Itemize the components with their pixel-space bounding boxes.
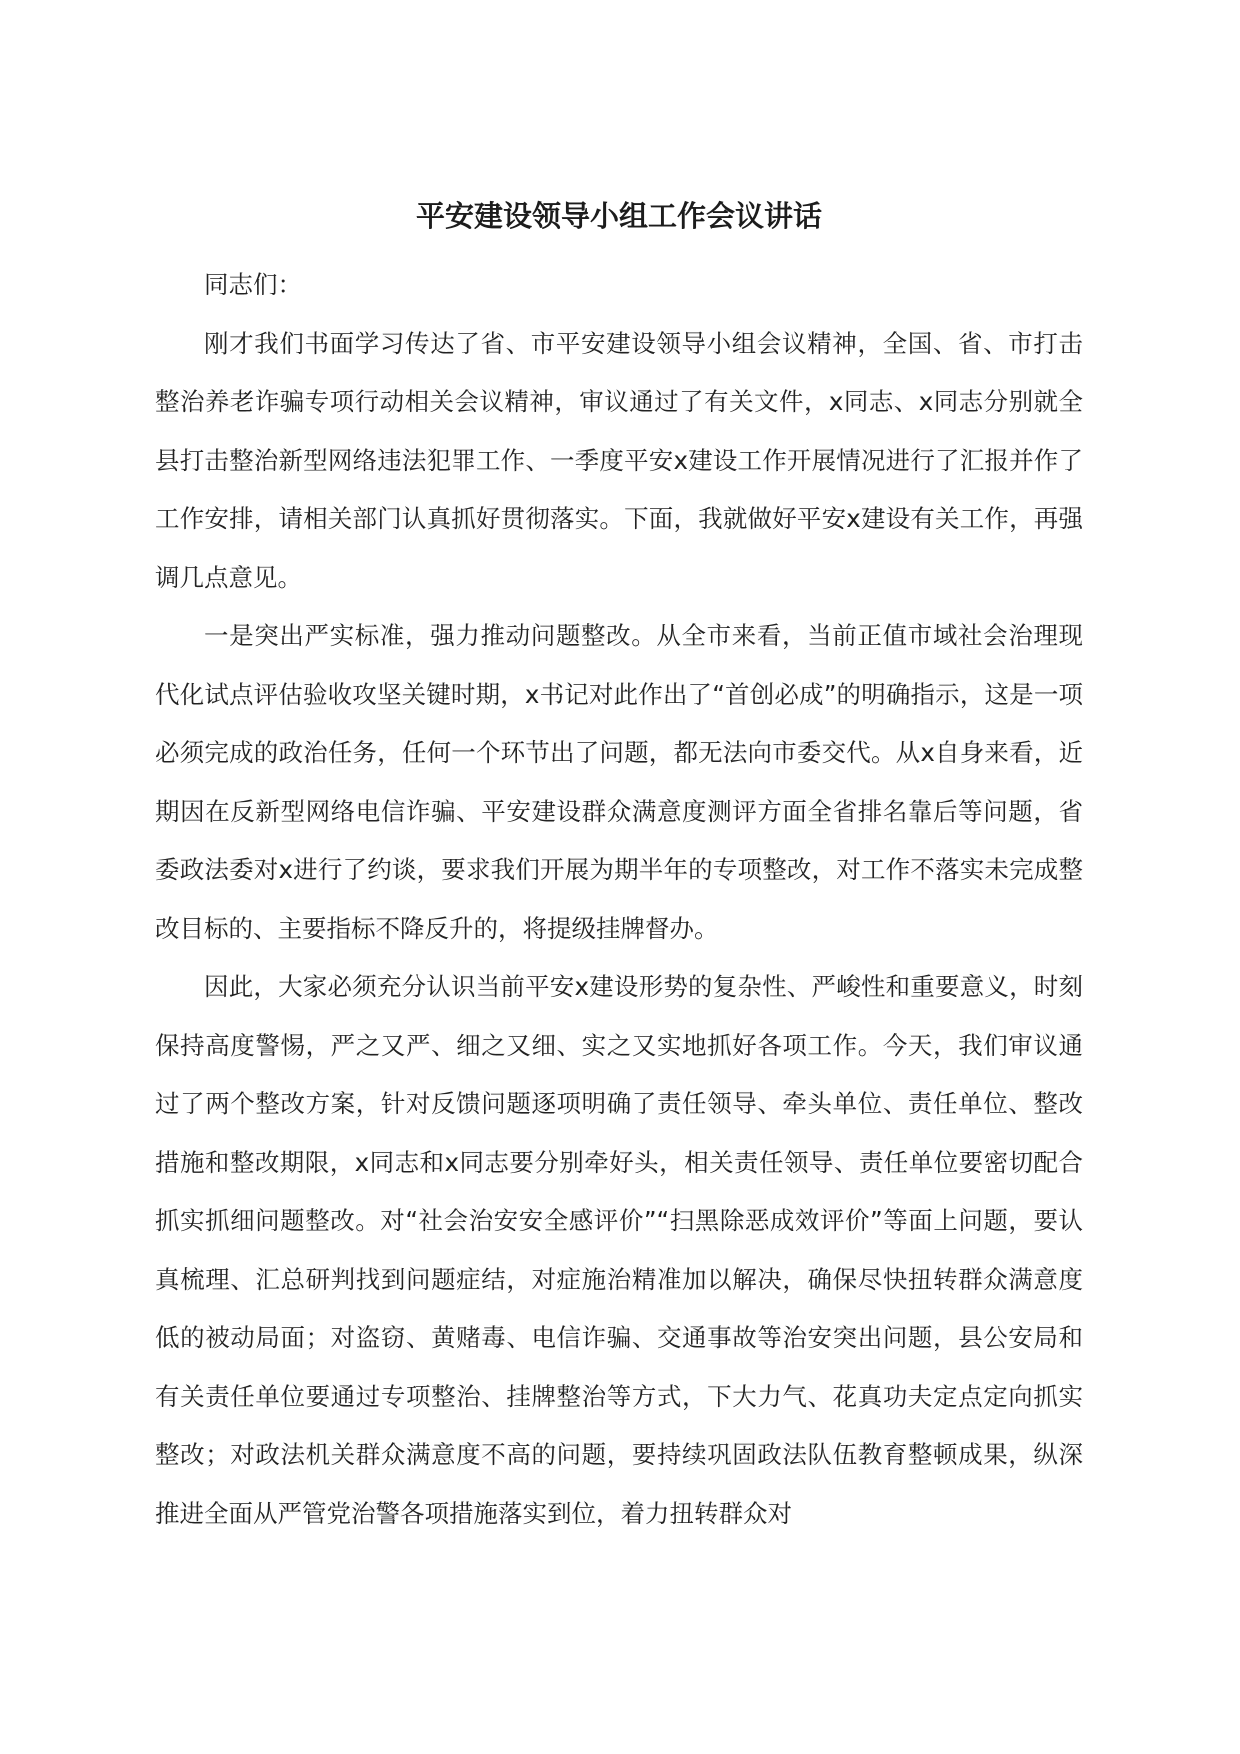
paragraph-opening: 刚才我们书面学习传达了省、市平安建设领导小组会议精神，全国、省、市打击整治养老诈骗专项行动相关会议精神，审议通过了有关文件，x同志、x同志分别就全县打击整治新型网络违法犯罪工作、一季度平安x建设工作开展情况进行了汇报并作了工作安排，请相关部门认真抓好贯彻落实。下面，我就做好平安x建设有关工作，再强调几点意见。 [155,328,1083,592]
paragraph-point-one: 一是突出严实标准，强力推动问题整改。从全市来看，当前正值市域社会治理现代化试点评估验收攻坚关键时期，x书记对此作出了“首创必成”的明确指示，这是一项必须完成的政治任务，任何一个环节出了问题，都无法向市委交代。从x自身来看，近期因在反新型网络电信诈骗、平安建设群众满意度测评方面全省排名靠后等问题，省委政法委对x进行了约谈，要求我们开展为期半年的专项整改，对工作不落实未完成整改目标的、主要指标不降反升的，将提级挂牌督办。 [155,621,1083,943]
paragraph-therefore: 因此，大家必须充分认识当前平安x建设形势的复杂性、严峻性和重要意义，时刻保持高度警惕，严之又严、细之又细、实之又实地抓好各项工作。今天，我们审议通过了两个整改方案，针对反馈问题逐项明确了责任领导、牵头单位、责任单位、整改措施和整改期限，x同志和x同志要分别牵好头，相关责任领导、责任单位要密切配合抓实抓细问题整改。对“社会治安安全感评价”“扫黑除恶成效评价”等面上问题，要认真梳理、汇总研判找到问题症结，对症施治精准加以解决，确保尽快扭转群众满意度低的被动局面；对盗窃、黄赌毒、电信诈骗、交通事故等治安突出问题，县公安局和有关责任单位要通过专项整治、挂牌整治等方式，下大力气、花真功夫定点定向抓实整改；对政法机关群众满意度不高的问题，要持续巩固政法队伍教育整顿成果，纵深推进全面从严管党治警各项措施落实到位，着力扭转群众对 [155,972,1083,1528]
document-body [155,190,1083,1543]
document-title: 平安建设领导小组工作会议讲话 [415,199,822,233]
salutation: 同志们： [204,270,302,299]
